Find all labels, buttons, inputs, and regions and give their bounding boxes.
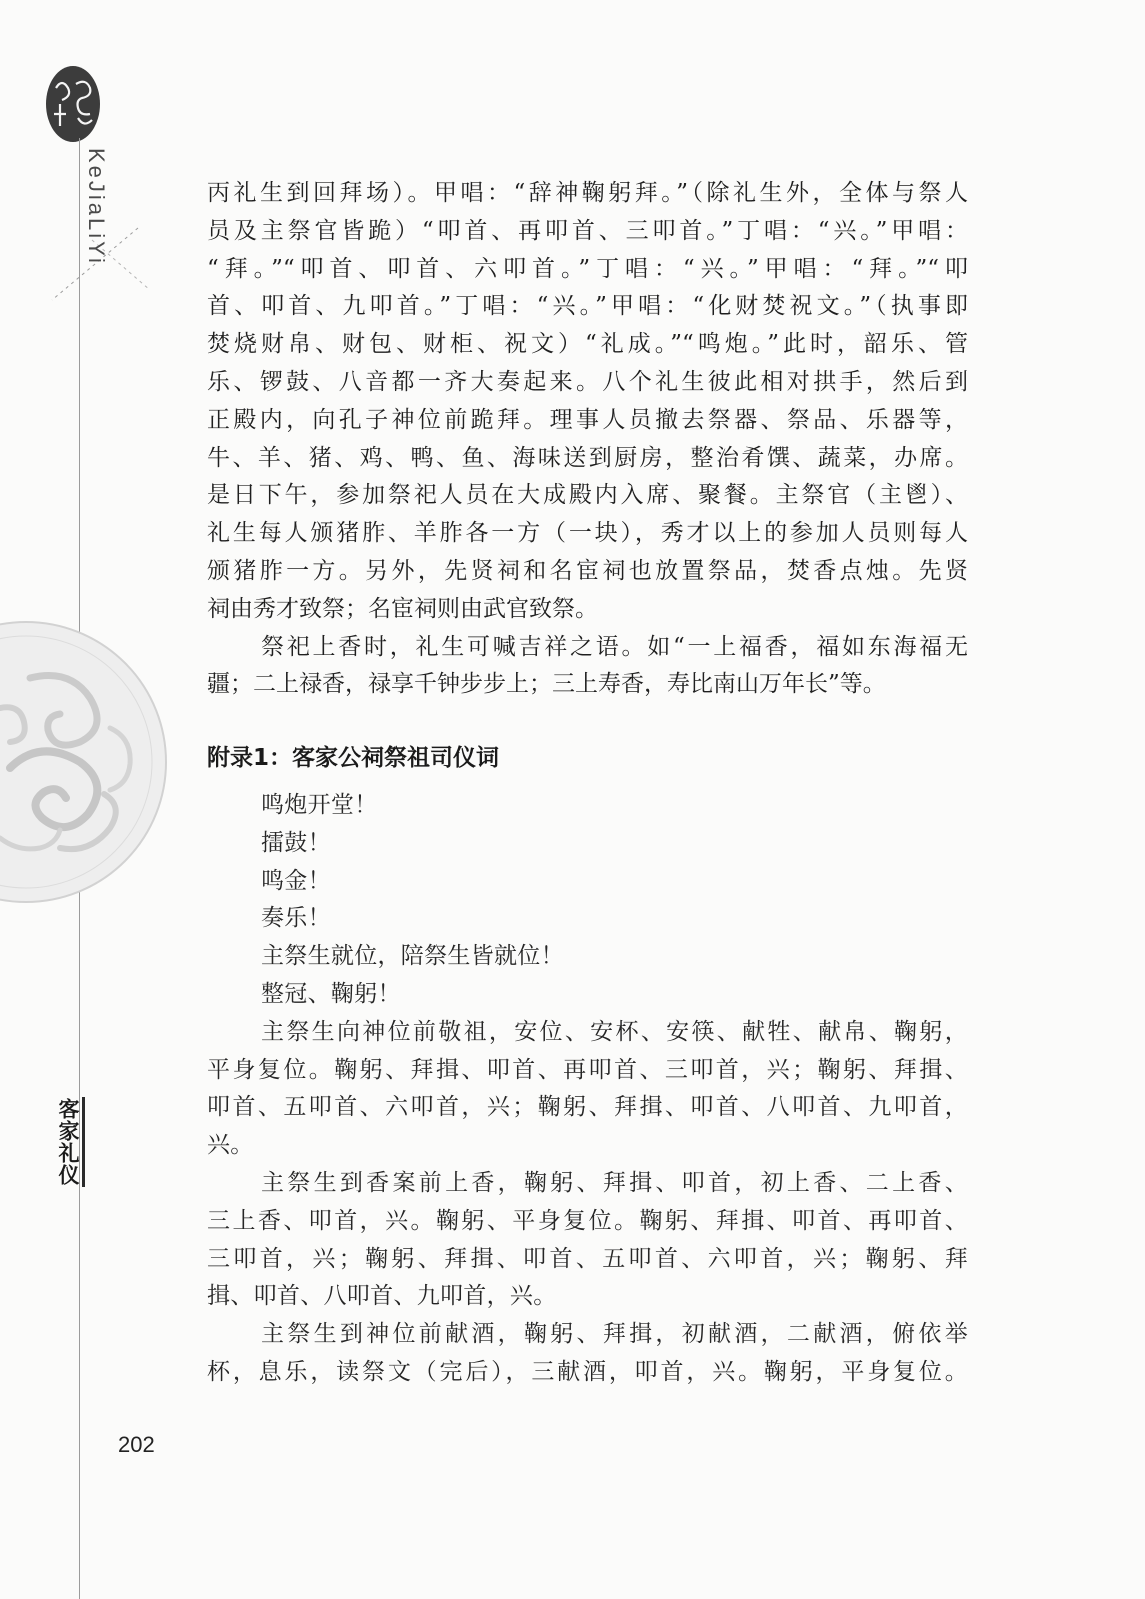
body-text-line: 乐、锣鼓、八音都一齐大奏起来。八个礼生彼此相对拱手，然后到 (207, 368, 968, 395)
appendix-line: 奏乐！ (261, 905, 331, 932)
appendix-heading: 附录1：客家公祠祭祖司仪词 (207, 745, 500, 771)
appendix-line: 整冠、鞠躬！ (261, 980, 401, 1007)
body-text-line: 首、叩首、九叩首。”丁唱：“兴。”甲唱：“化财焚祝文。”（执事即 (207, 293, 968, 320)
body-text-line: 丙礼生到回拜场）。甲唱：“辞神鞠躬拜。”（除礼生外，全体与祭人 (207, 180, 968, 206)
circular-ornament (0, 618, 172, 908)
body-text-line: 是日下午，参加祭祀人员在大成殿内入席、聚餐。主祭官（主鬯）、 (207, 482, 968, 509)
page-number: 202 (118, 1432, 155, 1457)
appendix-line: 叩首、五叩首、六叩首，兴；鞠躬、拜揖、叩首、八叩首、九叩首， (207, 1094, 968, 1121)
body-text-line: 祭祀上香时，礼生可喊吉祥之语。如“一上福香，福如东海福无 (261, 633, 968, 660)
appendix-line: 主祭生到神位前献酒，鞠躬、拜揖，初献酒，二献酒，俯依举 (261, 1321, 968, 1348)
appendix-line: 主祭生就位，陪祭生皆就位！ (261, 943, 564, 970)
margin-rule-accent (82, 1097, 85, 1187)
decorative-dashed-lines (0, 0, 160, 330)
body-text-line: 员及主祭官皆跪）“叩首、再叩首、三叩首。”丁唱：“兴。”甲唱： (207, 217, 968, 244)
appendix-line: 兴。 (207, 1132, 254, 1159)
body-text-line: 牛、羊、猪、鸡、鸭、鱼、海味送到厨房，整治肴馔、蔬菜，办席。 (207, 444, 968, 471)
body-text-line: 正殿内，向孔子神位前跪拜。理事人员撤去祭器、祭品、乐器等， (207, 406, 968, 433)
body-text-line: 焚烧财帛、财包、财柜、祝文）“礼成。”“鸣炮。”此时，韶乐、管 (207, 331, 968, 358)
appendix-line: 鸣炮开堂！ (261, 792, 378, 818)
body-text-line: 颁猪胙一方。另外，先贤祠和名宦祠也放置祭品，焚香点烛。先贤 (207, 557, 968, 584)
appendix-line: 主祭生向神位前敬祖，安位、安杯、安筷、献牲、献帛、鞠躬， (261, 1018, 968, 1045)
body-text-line: 祠由秀才致祭；名宦祠则由武官致祭。 (207, 595, 598, 622)
body-text-line: “拜。”“叩首、叩首、六叩首。”丁唱：“兴。”甲唱：“拜。”“叩 (207, 255, 968, 282)
appendix-line: 揖、叩首、八叩首、九叩首，兴。 (207, 1283, 557, 1310)
appendix-line: 三上香、叩首，兴。鞠躬、平身复位。鞠躬、拜揖、叩首、再叩首、 (207, 1207, 968, 1234)
appendix-line: 主祭生到香案前上香，鞠躬、拜揖、叩首，初上香、二上香、 (261, 1169, 968, 1196)
body-text-line: 疆；二上禄香，禄享千钟步步上；三上寿香，寿比南山万年长”等。 (207, 671, 886, 698)
appendix-line: 杯，息乐，读祭文（完后），三献酒，叩首，兴。鞠躬，平身复位。 (207, 1358, 968, 1385)
body-text (207, 175, 968, 704)
body-text-line: 礼生每人颁猪胙、羊胙各一方（一块），秀才以上的参加人员则每人 (207, 520, 968, 547)
appendix-line: 平身复位。鞠躬、拜揖、叩首、再叩首、三叩首，兴；鞠躬、拜揖、 (207, 1056, 968, 1083)
appendix-text (207, 787, 968, 1392)
appendix-line: 擂鼓！ (261, 829, 331, 856)
running-header-en: KeJiaLiYi (84, 148, 109, 266)
book-title-vertical: 客家礼仪 (56, 1098, 80, 1186)
appendix-line: 三叩首，兴；鞠躬、拜揖、叩首、五叩首、六叩首，兴；鞠躬、拜 (207, 1245, 968, 1272)
appendix-line: 鸣金！ (261, 867, 331, 894)
